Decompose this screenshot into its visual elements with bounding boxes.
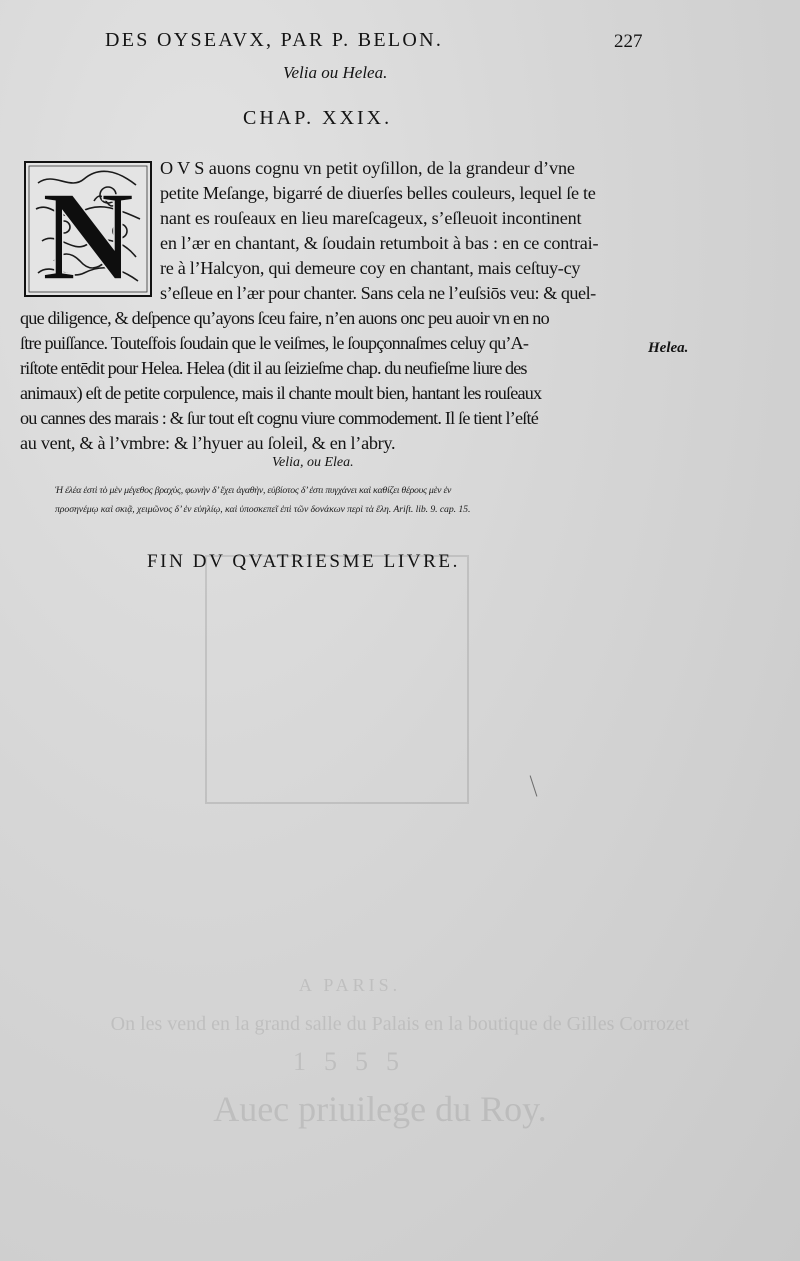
text-line: au vent, & à l’vmbre: & l’hyuer au ſoleil, & en l’abry. bbox=[20, 433, 396, 453]
greek-quote-line: Ἡ ἐλέα ἐστὶ τὸ μὲν μέγεθος βραχὺς, φωνὴν δ’ ἔχει ἀγαθὴν, εὐβίοτος δ’ ἐστι πυγχάνει καὶ καθίζει θέρους μὲν ἐν bbox=[55, 485, 452, 496]
text-line: nant es rouſeaux en lieu mareſcageux, s’eſleuoit incontinent bbox=[160, 208, 582, 228]
decorated-initial-n bbox=[24, 161, 152, 297]
text-line: O V S auons cognu vn petit oyſillon, de la grandeur d’vne bbox=[160, 158, 575, 178]
bleed-through-woodcut-frame bbox=[205, 555, 469, 804]
bleed-through-imprint: A PARIS. bbox=[298, 975, 402, 995]
book-end-heading: FIN DV QVATRIESME LIVRE. bbox=[147, 551, 460, 572]
text-line: riſtote entēdit pour Helea. Helea (dit il au ſeizieſme chap. du neufieſme liure des bbox=[20, 358, 527, 378]
chapter-heading: CHAP. XXIX. bbox=[243, 107, 393, 129]
bleed-through-year: 1555 bbox=[293, 1047, 417, 1076]
greek-caption: Velia, ou Elea. bbox=[272, 455, 354, 470]
text-line: ou cannes des marais : & ſur tout eſt cognu viure commodement. Il ſe tient l’eſté bbox=[20, 408, 539, 428]
text-line: en l’ær en chantant, & ſoudain retumboit à bas : en ce contrai- bbox=[160, 233, 599, 253]
section-subhead: Velia ou Helea. bbox=[283, 63, 388, 82]
initial-letter: N bbox=[41, 165, 135, 297]
running-head: DES OYSEAVX, PAR P. BELON. bbox=[105, 29, 444, 51]
margin-note: Helea. bbox=[648, 340, 689, 356]
bleed-through-privilege: Auec priuilege du Roy. bbox=[213, 1089, 547, 1129]
paper-mark bbox=[530, 775, 538, 796]
text-line: petite Meſange, bigarré de diuerſes belles couleurs, lequel ſe te bbox=[160, 183, 596, 203]
bleed-through-address: On les vend en la grand salle du Palais en la boutique de Gilles Corrozet bbox=[110, 1013, 690, 1035]
greek-quote-line: προσηνέμῳ καὶ σκιᾷ, χειμῶνος δ’ ἐν εὐηλίῳ, καὶ ὑποσκεπεῖ ἐπὶ τῶν δονάκων περὶ τὰ ἕλη. Ariſt. lib. 9. cap. 15. bbox=[55, 504, 471, 515]
text-line: animaux) eſt de petite corpulence, mais il chante moult bien, hantant les rouſeaux bbox=[20, 383, 542, 403]
page-number: 227 bbox=[614, 31, 643, 52]
text-line: ſtre puiſſance. Touteſfois ſoudain que le veiſmes, le ſoupçonnaſmes celuy qu’A- bbox=[20, 333, 529, 353]
text-line: s’eſleue en l’ær pour chanter. Sans cela ne l’euſsiōs veu: & quel- bbox=[160, 283, 596, 303]
text-line: re à l’Halcyon, qui demeure coy en chantant, mais ceſtuy-cy bbox=[160, 258, 581, 278]
text-line: que diligence, & deſpence qu’ayons ſceu faire, n’en auons onc peu auoir vn en no bbox=[20, 308, 549, 328]
